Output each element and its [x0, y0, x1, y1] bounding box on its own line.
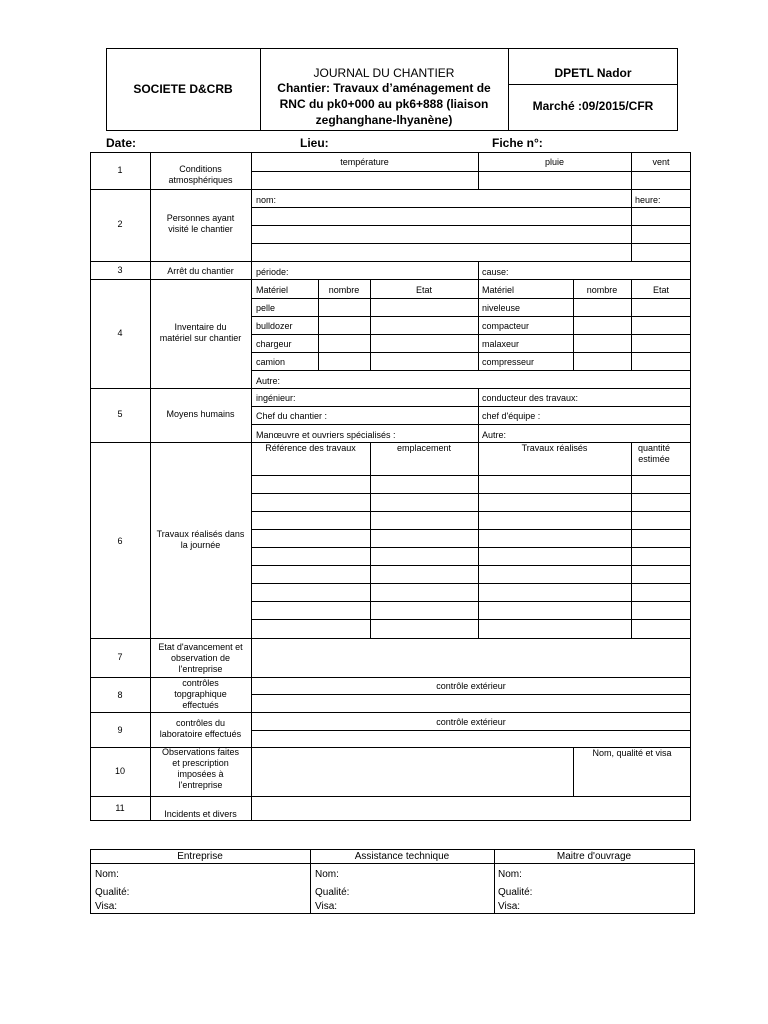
vent-header: vent [652, 157, 670, 167]
materiel-col-left: Matériel [256, 285, 289, 295]
equipment-camion: camion [256, 357, 286, 367]
row-number-3: 3 [117, 265, 123, 275]
sig-assistance-qualite[interactable]: Qualité: [315, 887, 350, 898]
sig-entreprise-qualite[interactable]: Qualité: [95, 887, 130, 898]
journal-title: JOURNAL DU CHANTIER [313, 66, 455, 80]
row-label-3: Arrêt du chantier [167, 266, 234, 276]
travaux-col: Travaux réalisés [521, 443, 588, 453]
row-number-4: 4 [117, 328, 123, 338]
reference-col: Référence des travaux [265, 443, 356, 453]
equipment-chargeur: chargeur [256, 339, 292, 349]
sig-maitre-header: Maitre d'ouvrage [556, 851, 632, 862]
company-name: SOCIETE D&CRB [133, 82, 233, 96]
staff-other-field[interactable]: Autre: [482, 430, 507, 440]
equipment-niveleuse: niveleuse [482, 303, 521, 313]
workers-field[interactable]: Manœuvre et ouvriers spécialisés : [256, 430, 396, 440]
authority: DPETL Nador [554, 66, 632, 80]
equipment-bulldozer: bulldozer [256, 321, 293, 331]
row-number-2: 2 [117, 219, 123, 229]
temperature-header: température [340, 157, 389, 167]
row-number-9: 9 [117, 725, 123, 735]
sig-assistance-nom[interactable]: Nom: [315, 869, 339, 880]
row-number-11: 11 [115, 803, 125, 813]
equipment-other-field[interactable]: Autre: [256, 376, 281, 386]
equipment-compresseur: compresseur [482, 357, 535, 367]
market-number: Marché :09/2015/CFR [532, 99, 654, 113]
project-line-3: zeghanghane-lhyanène) [315, 113, 453, 127]
stop-cause-field[interactable]: cause: [482, 267, 509, 277]
sig-entreprise-nom[interactable]: Nom: [95, 869, 119, 880]
row-label-8: contrôles topgraphique effectués [174, 678, 227, 710]
stop-period-field[interactable]: période: [256, 267, 289, 277]
site-chief-field[interactable]: Chef du chantier : [256, 411, 328, 421]
row-label-7: Etat d'avancement et observation de l'entreprise [158, 642, 243, 674]
nombre-col-left: nombre [328, 285, 360, 295]
row-label-6: Travaux réalisés dans la journée [156, 529, 245, 550]
team-chief-field[interactable]: chef d'équipe : [482, 411, 541, 421]
project-line-1: Chantier: Travaux d’aménagement de [277, 81, 491, 95]
engineer-field[interactable]: ingénieur: [256, 393, 296, 403]
topo-external-control: contrôle extérieur [436, 681, 506, 691]
row-label-5: Moyens humains [166, 409, 235, 419]
date-field[interactable]: Date: [106, 136, 137, 150]
sig-assistance-visa[interactable]: Visa: [315, 901, 338, 912]
emplacement-col: emplacement [396, 443, 452, 453]
sig-maitre-qualite[interactable]: Qualité: [498, 887, 533, 898]
works-driver-field[interactable]: conducteur des travaux: [482, 393, 579, 403]
sig-entreprise-header: Entreprise [177, 851, 223, 862]
sig-maitre-visa[interactable]: Visa: [498, 901, 521, 912]
row-number-8: 8 [117, 690, 123, 700]
sig-maitre-nom[interactable]: Nom: [498, 869, 522, 880]
visitor-hour-field[interactable]: heure: [635, 195, 661, 205]
quantite-col: quantité estimée [637, 443, 671, 464]
row-label-1: Conditions atmosphériques [168, 164, 233, 185]
lieu-field[interactable]: Lieu: [300, 136, 329, 150]
equipment-compacteur: compacteur [482, 321, 530, 331]
equipment-malaxeur: malaxeur [482, 339, 520, 349]
equipment-pelle: pelle [256, 303, 276, 313]
etat-col-left: Etat [415, 285, 432, 295]
row-number-7: 7 [117, 652, 123, 662]
sig-entreprise-visa[interactable]: Visa: [95, 901, 118, 912]
pluie-header: pluie [544, 157, 564, 167]
materiel-col-right: Matériel [482, 285, 515, 295]
row-label-11: Incidents et divers [164, 809, 237, 819]
fiche-field[interactable]: Fiche n°: [492, 136, 543, 150]
observation-visa: Nom, qualité et visa [592, 748, 672, 758]
row-number-5: 5 [117, 409, 123, 419]
row-label-4: Inventaire du matériel sur chantier [159, 322, 242, 343]
row-number-10: 10 [114, 766, 125, 776]
row-label-9: contrôles du laboratoire effectués [159, 718, 242, 739]
lab-external-control: contrôle extérieur [436, 717, 506, 727]
row-label-10: Observations faites et prescription imposées à l'entreprise [161, 747, 240, 790]
nombre-col-right: nombre [586, 285, 618, 295]
project-line-2: RNC du pk0+000 au pk6+888 (liaison [279, 97, 489, 111]
row-number-1: 1 [117, 165, 123, 175]
row-number-6: 6 [117, 536, 123, 546]
row-label-2: Personnes ayant visité le chantier [166, 213, 235, 234]
visitor-name-field[interactable]: nom: [256, 195, 277, 205]
sig-assistance-header: Assistance technique [354, 851, 450, 862]
etat-col-right: Etat [652, 285, 669, 295]
